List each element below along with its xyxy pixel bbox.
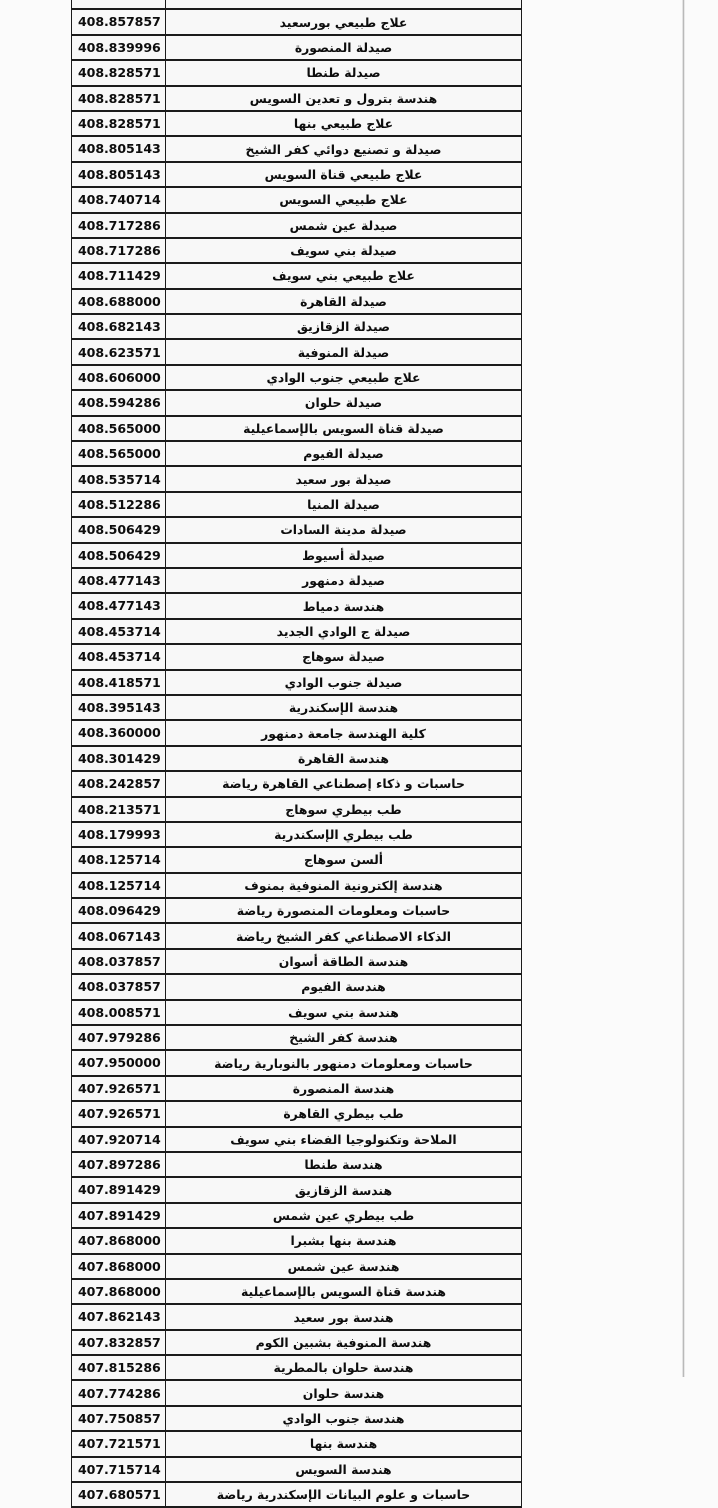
faculty-name-cell: هندسة المنوفية بشبين الكوم bbox=[166, 1330, 522, 1355]
faculty-name-cell: صيدلة القاهرة bbox=[166, 289, 522, 314]
minimum-score-cell: 407.774286 bbox=[72, 1380, 166, 1405]
faculty-name-cell: علاج طبيعي جنوب الوادي bbox=[166, 365, 522, 390]
faculty-name-cell: طب بيطري القاهرة bbox=[166, 1101, 522, 1126]
minimum-score-cell: 408.740714 bbox=[72, 187, 166, 212]
faculty-name-cell: صيدلة طنطا bbox=[166, 60, 522, 85]
minimum-score-cell: 407.926571 bbox=[72, 1101, 166, 1126]
table-row bbox=[72, 1431, 522, 1456]
table-row bbox=[72, 720, 522, 745]
minimum-score-cell: 408.512286 bbox=[72, 492, 166, 517]
faculty-name-cell: هندسة الطاقة أسوان bbox=[166, 949, 522, 974]
faculty-name-cell: هندسة طنطا bbox=[166, 1152, 522, 1177]
faculty-name-cell: صيدلة أسيوط bbox=[166, 543, 522, 568]
faculty-name-cell: طب بيطري سوهاج bbox=[166, 797, 522, 822]
minimum-score-cell: 407.926571 bbox=[72, 1076, 166, 1101]
table-row bbox=[72, 974, 522, 999]
table-row bbox=[72, 60, 522, 85]
table-row bbox=[72, 390, 522, 415]
table-row bbox=[72, 86, 522, 111]
minimum-score-cell: 407.891429 bbox=[72, 1177, 166, 1202]
minimum-score-cell: 407.721571 bbox=[72, 1431, 166, 1456]
faculty-name-cell: صيدلة المنيا bbox=[166, 492, 522, 517]
minimum-score-cell: 408.535714 bbox=[72, 466, 166, 491]
minimum-score-cell: 408.418571 bbox=[72, 670, 166, 695]
faculty-name-cell: علاج طبيعي بورسعيد bbox=[166, 9, 522, 34]
faculty-name-cell: هندسة إلكترونية المنوفية بمنوف bbox=[166, 873, 522, 898]
faculty-name-cell: هندسة الزقازيق bbox=[166, 1177, 522, 1202]
minimum-score-cell: 408.125714 bbox=[72, 847, 166, 872]
table-row bbox=[72, 873, 522, 898]
minimum-score-cell: 408.828571 bbox=[72, 86, 166, 111]
faculty-name-cell: صيدلة المنوفية bbox=[166, 339, 522, 364]
minimum-score-cell: 408.506429 bbox=[72, 543, 166, 568]
minimum-score-cell: 408.606000 bbox=[72, 365, 166, 390]
table-row bbox=[72, 466, 522, 491]
minimum-score-cell: 408.453714 bbox=[72, 619, 166, 644]
faculty-name-cell: هندسة بنها bbox=[166, 1431, 522, 1456]
table-row bbox=[72, 1355, 522, 1380]
faculty-name-cell: طب بيطري عين شمس bbox=[166, 1203, 522, 1228]
faculty-name-cell: طب بيطري الإسكندرية bbox=[166, 822, 522, 847]
minimum-score-cell: 407.868000 bbox=[72, 1279, 166, 1304]
minimum-score-cell: 407.950000 bbox=[72, 1050, 166, 1075]
faculty-name-cell: حاسبات و ذكاء إصطناعي القاهرة رياضة bbox=[166, 771, 522, 796]
faculty-name-cell: علاج طبيعي بني سويف bbox=[166, 263, 522, 288]
minimum-score-cell: 407.920714 bbox=[72, 1127, 166, 1152]
minimum-score-cell: 408.213571 bbox=[72, 797, 166, 822]
table-row bbox=[72, 1152, 522, 1177]
faculty-name-cell: ألسن سوهاج bbox=[166, 847, 522, 872]
faculty-name-cell: هندسة المنصورة bbox=[166, 1076, 522, 1101]
faculty-name-cell: علاج طبيعي قناة السويس bbox=[166, 162, 522, 187]
faculty-name-cell: هندسة بنها بشبرا bbox=[166, 1228, 522, 1253]
faculty-name-cell: صيدلة حلوان bbox=[166, 390, 522, 415]
faculty-name-cell: هندسة قناة السويس بالإسماعيلية bbox=[166, 1279, 522, 1304]
faculty-score-table bbox=[71, 0, 522, 1508]
table-row bbox=[72, 695, 522, 720]
table-row bbox=[72, 213, 522, 238]
table-row bbox=[72, 1127, 522, 1152]
faculty-name-cell: صيدلة مدينة السادات bbox=[166, 517, 522, 542]
faculty-name-cell: علاج طبيعي السويس bbox=[166, 187, 522, 212]
faculty-name-cell: هندسة القاهرة bbox=[166, 746, 522, 771]
table-row bbox=[72, 1279, 522, 1304]
table-row bbox=[72, 441, 522, 466]
faculty-name-cell: هندسة بور سعيد bbox=[166, 1304, 522, 1329]
minimum-score-cell: 408.395143 bbox=[72, 695, 166, 720]
minimum-score-cell: 408.682143 bbox=[72, 314, 166, 339]
table-row bbox=[72, 898, 522, 923]
faculty-name-cell: صيدلة سوهاج bbox=[166, 644, 522, 669]
faculty-name-cell: هندسة الفيوم bbox=[166, 974, 522, 999]
table-row bbox=[72, 492, 522, 517]
minimum-score-cell: 408.828571 bbox=[72, 60, 166, 85]
table-row bbox=[72, 1050, 522, 1075]
table-row bbox=[72, 644, 522, 669]
minimum-score-cell: 408.717286 bbox=[72, 238, 166, 263]
faculty-name-cell: صيدلة ج الوادي الجديد bbox=[166, 619, 522, 644]
minimum-score-cell: 407.715714 bbox=[72, 1457, 166, 1482]
table-row bbox=[72, 1101, 522, 1126]
minimum-score-cell: 407.868000 bbox=[72, 1254, 166, 1279]
minimum-score-cell: 407.979286 bbox=[72, 1025, 166, 1050]
table-row bbox=[72, 568, 522, 593]
table-row bbox=[72, 923, 522, 948]
faculty-name-cell: صيدلة بور سعيد bbox=[166, 466, 522, 491]
minimum-score-cell: 408.565000 bbox=[72, 441, 166, 466]
table-row bbox=[72, 187, 522, 212]
table-row bbox=[72, 1228, 522, 1253]
table-row bbox=[72, 517, 522, 542]
minimum-score-cell: 408.360000 bbox=[72, 720, 166, 745]
table-row bbox=[72, 263, 522, 288]
minimum-score-cell: 408.506429 bbox=[72, 517, 166, 542]
minimum-score-cell: 407.815286 bbox=[72, 1355, 166, 1380]
minimum-score-cell: 408.565000 bbox=[72, 416, 166, 441]
table-row bbox=[72, 822, 522, 847]
faculty-name-cell: الملاحة وتكنولوجيا الفضاء بني سويف bbox=[166, 1127, 522, 1152]
faculty-name-cell: صيدلة الفيوم bbox=[166, 441, 522, 466]
faculty-name-cell: حاسبات و علوم البيانات الإسكندرية رياضة bbox=[166, 1482, 522, 1507]
faculty-name-cell: هندسة السويس bbox=[166, 1457, 522, 1482]
faculty-name-cell bbox=[166, 0, 522, 9]
table-row bbox=[72, 238, 522, 263]
table-row bbox=[72, 1203, 522, 1228]
faculty-name-cell: صيدلة قناة السويس بالإسماعيلية bbox=[166, 416, 522, 441]
table-row bbox=[72, 746, 522, 771]
minimum-score-cell: 408.067143 bbox=[72, 923, 166, 948]
table-row bbox=[72, 949, 522, 974]
table-row bbox=[72, 136, 522, 161]
faculty-name-cell: علاج طبيعي بنها bbox=[166, 111, 522, 136]
table-row bbox=[72, 289, 522, 314]
score-table-body bbox=[72, 0, 522, 1507]
minimum-score-cell: 408.857857 bbox=[72, 9, 166, 34]
minimum-score-cell: 408.477143 bbox=[72, 568, 166, 593]
table-row bbox=[72, 619, 522, 644]
minimum-score-cell: 408.805143 bbox=[72, 162, 166, 187]
minimum-score-cell: 407.680571 bbox=[72, 1482, 166, 1507]
table-row bbox=[72, 1177, 522, 1202]
minimum-score-cell: 408.008571 bbox=[72, 1000, 166, 1025]
minimum-score-cell: 408.805143 bbox=[72, 136, 166, 161]
table-row bbox=[72, 593, 522, 618]
minimum-score-cell: 407.862143 bbox=[72, 1304, 166, 1329]
faculty-name-cell: حاسبات ومعلومات المنصورة رياضة bbox=[166, 898, 522, 923]
table-row bbox=[72, 771, 522, 796]
table-row bbox=[72, 1406, 522, 1431]
faculty-name-cell: هندسة حلوان بالمطرية bbox=[166, 1355, 522, 1380]
table-row bbox=[72, 111, 522, 136]
table-row bbox=[72, 1076, 522, 1101]
minimum-score-cell: 408.125714 bbox=[72, 873, 166, 898]
faculty-name-cell: هندسة الإسكندرية bbox=[166, 695, 522, 720]
table-row bbox=[72, 1482, 522, 1507]
minimum-score-cell: 407.868000 bbox=[72, 1228, 166, 1253]
table-row bbox=[72, 162, 522, 187]
table-row bbox=[72, 365, 522, 390]
minimum-score-cell: 408.453714 bbox=[72, 644, 166, 669]
minimum-score-cell: 408.828571 bbox=[72, 111, 166, 136]
minimum-score-cell: 408.179993 bbox=[72, 822, 166, 847]
faculty-name-cell: الذكاء الاصطناعي كفر الشيخ رياضة bbox=[166, 923, 522, 948]
faculty-name-cell: صيدلة عين شمس bbox=[166, 213, 522, 238]
minimum-score-cell: 408.477143 bbox=[72, 593, 166, 618]
faculty-name-cell: هندسة عين شمس bbox=[166, 1254, 522, 1279]
table-row bbox=[72, 339, 522, 364]
minimum-score-cell: 408.717286 bbox=[72, 213, 166, 238]
faculty-name-cell: هندسة دمياط bbox=[166, 593, 522, 618]
table-row bbox=[72, 9, 522, 34]
faculty-name-cell: هندسة كفر الشيخ bbox=[166, 1025, 522, 1050]
faculty-name-cell: صيدلة بني سويف bbox=[166, 238, 522, 263]
minimum-score-cell: 408.688000 bbox=[72, 289, 166, 314]
faculty-name-cell: كلية الهندسة جامعة دمنهور bbox=[166, 720, 522, 745]
minimum-score-cell: 408.096429 bbox=[72, 898, 166, 923]
table-row bbox=[72, 1457, 522, 1482]
table-row bbox=[72, 847, 522, 872]
minimum-score-cell bbox=[72, 0, 166, 9]
score-table-container bbox=[72, 0, 522, 1503]
minimum-score-cell: 408.037857 bbox=[72, 949, 166, 974]
table-row bbox=[72, 35, 522, 60]
minimum-score-cell: 408.623571 bbox=[72, 339, 166, 364]
faculty-name-cell: حاسبات ومعلومات دمنهور بالنوبارية رياضة bbox=[166, 1050, 522, 1075]
faculty-name-cell: هندسة جنوب الوادي bbox=[166, 1406, 522, 1431]
table-row bbox=[72, 1330, 522, 1355]
faculty-name-cell: صيدلة جنوب الوادي bbox=[166, 670, 522, 695]
minimum-score-cell: 407.891429 bbox=[72, 1203, 166, 1228]
table-row bbox=[72, 314, 522, 339]
faculty-name-cell: هندسة حلوان bbox=[166, 1380, 522, 1405]
table-row bbox=[72, 670, 522, 695]
faculty-name-cell: صيدلة دمنهور bbox=[166, 568, 522, 593]
faculty-name-cell: صيدلة المنصورة bbox=[166, 35, 522, 60]
minimum-score-cell: 408.839996 bbox=[72, 35, 166, 60]
faculty-name-cell: صيدلة و تصنيع دوائي كفر الشيخ bbox=[166, 136, 522, 161]
table-row bbox=[72, 1304, 522, 1329]
minimum-score-cell: 408.037857 bbox=[72, 974, 166, 999]
minimum-score-cell: 407.897286 bbox=[72, 1152, 166, 1177]
minimum-score-cell: 407.750857 bbox=[72, 1406, 166, 1431]
minimum-score-cell: 408.711429 bbox=[72, 263, 166, 288]
table-row bbox=[72, 0, 522, 9]
minimum-score-cell: 408.242857 bbox=[72, 771, 166, 796]
minimum-score-cell: 408.594286 bbox=[72, 390, 166, 415]
table-row bbox=[72, 1000, 522, 1025]
table-row bbox=[72, 1025, 522, 1050]
table-row bbox=[72, 543, 522, 568]
table-row bbox=[72, 1380, 522, 1405]
table-row bbox=[72, 797, 522, 822]
minimum-score-cell: 408.301429 bbox=[72, 746, 166, 771]
minimum-score-cell: 407.832857 bbox=[72, 1330, 166, 1355]
faculty-name-cell: هندسة بني سويف bbox=[166, 1000, 522, 1025]
faculty-name-cell: صيدلة الزقازيق bbox=[166, 314, 522, 339]
page-edge-line bbox=[683, 0, 684, 1377]
faculty-name-cell: هندسة بترول و تعدين السويس bbox=[166, 86, 522, 111]
table-row bbox=[72, 1254, 522, 1279]
table-row bbox=[72, 416, 522, 441]
